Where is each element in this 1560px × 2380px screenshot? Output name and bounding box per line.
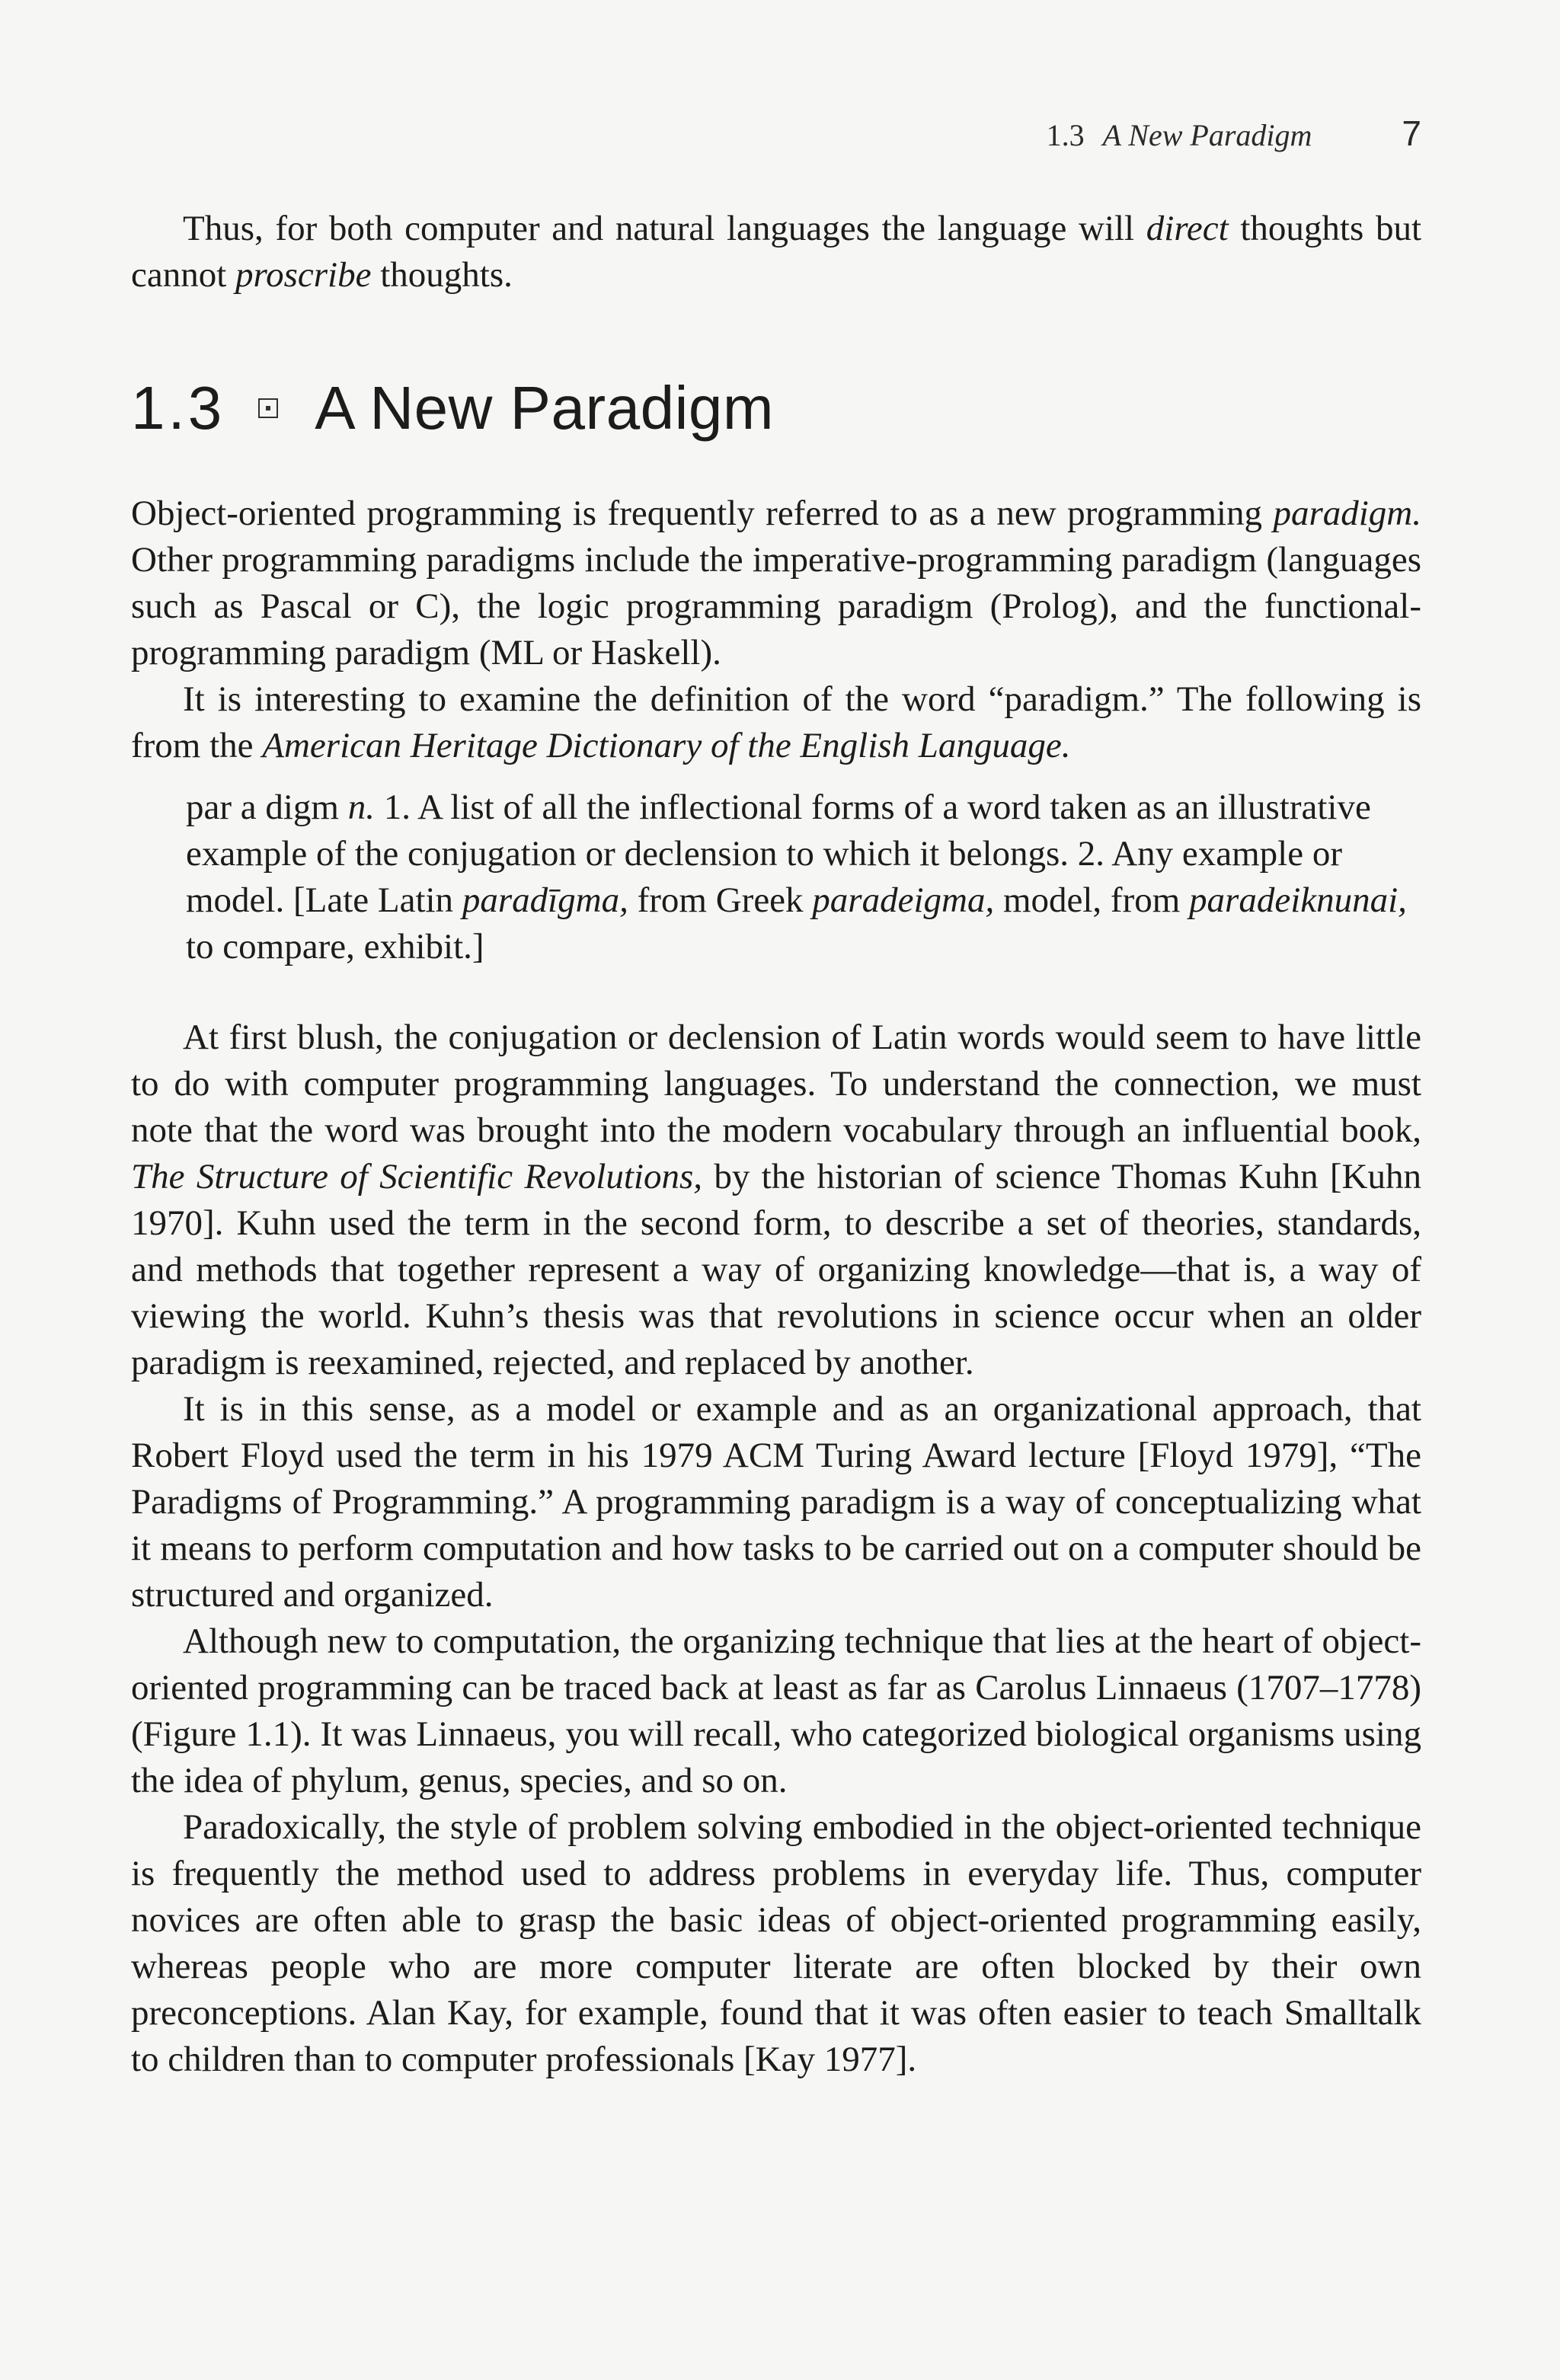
intro-paragraph: [131, 206, 1421, 299]
p3-text-1: At first blush, the conjugation or declension of Latin words would seem to have little to do with computer programming languages. To understand the connection, we must note that the word was brought into the modern vocabulary through an influential book,: [131, 1017, 1421, 1150]
definition-text-3: model, from: [994, 880, 1190, 920]
definition-text-4: to compare, exhibit.]: [186, 927, 484, 966]
definition-pos: n.: [347, 787, 375, 827]
page-number: 7: [1402, 113, 1421, 153]
header-section-number: 1.3: [1046, 118, 1085, 152]
p2-text-1: It is interesting to examine the definition of the word “paradigm.” The following is from the: [131, 679, 1421, 765]
p3-em-book-title: The Structure of Scientific Revolutions,: [131, 1157, 703, 1196]
p2-em-dictionary: American Heritage Dictionary of the English Language.: [262, 726, 1071, 765]
p1-em-paradigm: paradigm.: [1273, 494, 1421, 533]
paragraph-4: It is in this sense, as a model or example and as an organizational approach, that Robert Floyd used the term in his 1979 ACM Turing Award lecture [Floyd 1979], “The Paradigms of Programming.” A programming paradigm is a way of conceptualizing what it means to perform computation and how tasks to be carried out on a computer should be structured and organized.: [131, 1389, 1421, 1615]
page-body: [131, 206, 1421, 2083]
running-header: [967, 113, 1421, 154]
definition-em-root: paradeiknunai,: [1189, 880, 1407, 920]
definition-text-1: 1. A list of all the inflectional forms of a word taken as an illustrative example of the conjugation or declension to which it belongs. 2. Any example or model. [Late Latin: [186, 787, 1371, 920]
p1-text-1: Object-oriented programming is frequently referred to as a new programming: [131, 494, 1274, 533]
intro-text-3: thoughts.: [371, 255, 513, 295]
paragraph-6: Paradoxically, the style of problem solving embodied in the object-oriented technique is frequently the method used to address problems in everyday life. Thus, computer novices are often able to grasp the basic ideas of object-oriented programming easily, whereas people who are more computer literate are often blocked by their own preconceptions. Alan Kay, for example, found that it was often easier to teach Smalltalk to children than to computer professionals [Kay 1977].: [131, 1807, 1421, 2079]
section-number: 1.3: [131, 374, 225, 442]
paragraph-5: Although new to computation, the organizing technique that lies at the heart of object-oriented programming can be traced back at least as far as Carolus Linnaeus (1707–1778) (Figure 1.1). It was Linnaeus, you will recall, who categorized biological organisms using the idea of phylum, genus, species, and so on.: [131, 1621, 1421, 1800]
intro-text-1: Thus, for both computer and natural languages the language will: [183, 209, 1146, 248]
paragraph-2: [131, 676, 1421, 769]
p1-text-2: Other programming paradigms include the imperative-programming paradigm (languages such as Pascal or C), the logic programming paradigm (Prolog), and the functional-programming paradigm (ML or Haskell).: [131, 540, 1421, 672]
section-box-icon: [258, 398, 278, 418]
definition-em-latin: paradīgma,: [462, 880, 628, 920]
section-title: A New Paradigm: [315, 374, 775, 442]
paragraph-3: [131, 1014, 1421, 1386]
intro-em-proscribe: proscribe: [235, 255, 372, 295]
section-heading: [131, 372, 1421, 445]
definition-em-greek: paradeigma,: [812, 880, 995, 920]
intro-em-direct: direct: [1146, 209, 1229, 248]
definition-text-2: from Greek: [628, 880, 813, 920]
definition-headword: par a digm: [186, 787, 339, 827]
p3-text-2: by the historian of science Thomas Kuhn [Kuhn 1970]. Kuhn used the term in the second form, to describe a set of theories, standards, and methods that together represent a way of organizing knowledge—that is, a way of viewing the world. Kuhn’s thesis was that revolutions in science occur when an older paradigm is reexamined, rejected, and replaced by another.: [131, 1157, 1421, 1382]
paragraph-1: [131, 490, 1421, 676]
header-section-title: A New Paradigm: [1102, 118, 1312, 152]
dictionary-definition: [186, 784, 1421, 970]
intro-text-2: thoughts but cannot: [131, 209, 1421, 295]
